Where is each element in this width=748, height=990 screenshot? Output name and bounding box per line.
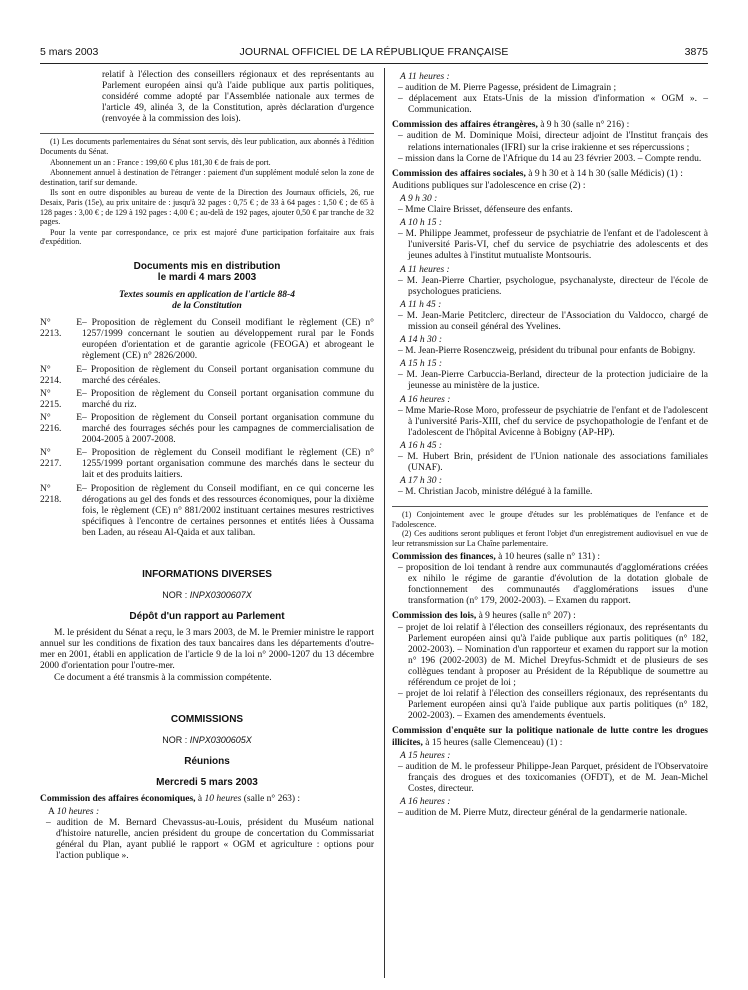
slot-hour: A 11 heures : xyxy=(400,264,450,275)
header-rule xyxy=(40,63,708,64)
note-1: (1) Les documents parlementaires du Sénat sont servis, dès leur publication, aux abonnés à l'édition Documents du Sénat. xyxy=(40,137,374,157)
commission-finances: Commission des finances, à 10 heures (salle n° 131) : xyxy=(392,552,601,562)
list-item: N° E 2215. – Proposition de règlement du Conseil portant organisation commune du marché du riz. xyxy=(40,388,374,410)
list-item: N° E 2213. – Proposition de règlement du Conseil modifiant le règlement (CE) n° 1257/1999 concernant le soutien au développement rural par le Fonds européen d'orientation et de garantie agricole (FEOGA) et abrogeant le règlement (CE) n° 2826/2000. xyxy=(40,318,374,362)
depot-title: Dépôt d'un rapport au Parlement xyxy=(129,611,285,623)
commission-enquete: Commission d'enquête sur la politique nationale de lutte contre les drogues illicites, à 15 heures (salle Clemenceau) (1) : xyxy=(392,726,708,748)
slot-hour: A 11 h 45 : xyxy=(400,299,442,310)
reunions-title: Réunions xyxy=(184,755,230,767)
slot-hour: A 14 h 30 : xyxy=(400,335,443,346)
right-column xyxy=(392,70,708,819)
header-date: 5 mars 2003 xyxy=(40,46,99,58)
slot-item: – M. Christian Jacob, ministre délégué à la famille. xyxy=(398,487,593,498)
a11-hour: A 11 heures : xyxy=(400,72,450,82)
as-intro: Auditions publiques sur l'adolescence en crise (2) : xyxy=(392,180,586,191)
slot-hour: A 16 heures : xyxy=(400,394,451,405)
eco-hour: A 10 heures : xyxy=(48,806,100,817)
lois-item-1: – projet de loi relatif à l'élection des conseillers régionaux, des représentants du Parlement européen ainsi qu'à l'aide publique aux partis politiques (n° 182, 2002-2003). – Nomination d'un rapporteur et examen du rapport sur la motion n° 196 (2002-2003) de M. Michel Dreyfus-Schmidt et de plusieurs de ses collègues tendant à proposer au Président de la République de soumettre au référendum ce projet de loi ; xyxy=(398,622,708,689)
depot-paragraph-2: Ce document a été transmis à la commission compétente. xyxy=(54,672,272,683)
commission-lois: Commission des lois, à 9 heures (salle n° 207) : xyxy=(392,611,576,622)
list-item: N° E 2214. – Proposition de règlement du Conseil portant organisation commune du marché des céréales. xyxy=(40,364,374,386)
slot-item: – Mme Marie-Rose Moro, professeur de psychiatrie de l'enfant et de l'adolescent à l'université Paris-XIII, chef du service de psychopathologie de l'enfant et de l'adolescent de l'hôpital Avicenne à Bobigny (AP-HP). xyxy=(398,405,708,438)
footnotes xyxy=(392,506,708,548)
slot-item: – Mme Claire Brisset, défenseure des enfants. xyxy=(398,205,573,216)
intro-text: relatif à l'élection des conseillers régionaux et des représentants au Parlement européen ainsi qu'à l'aide publique aux partis politiques, considéré comme adopté par l'Assemblée nationale aux termes de l'article 49, alinéa 3, de la Constitution, après déclaration d'urgence (renvoyée à la commission des lois). xyxy=(102,70,374,125)
as-slots xyxy=(392,194,708,498)
footnote-2: (2) Ces auditions seront publiques et feront l'objet d'un enregistrement audiovisuel en vue de leur retransmission sur La Chaîne parlementaire. xyxy=(392,529,708,548)
docs-title: Documents mis en distribution le mardi 4 mars 2003 xyxy=(133,261,281,283)
slot-hour: A 16 h 45 : xyxy=(400,440,443,451)
slot-item: – M. Hubert Brin, président de l'Union nationale des associations familiales (UNAF). xyxy=(398,452,708,474)
eco-item: – audition de M. Bernard Chevassus-au-Louis, président du Muséum national d'histoire naturelle, ancien président du groupe de concertation du Commissariat général du Plan, ayant publié le rapport « OGM et agriculture : options pour l'action publique ». xyxy=(46,818,374,862)
info-section-title: INFORMATIONS DIVERSES xyxy=(142,568,272,580)
footnote-1: (1) Conjointement avec le groupe d'études sur les problématiques de l'enfance et de l'adolescence. xyxy=(392,510,708,529)
nor-line-2: NOR : INPX0300605X xyxy=(162,734,252,745)
slot-hour: A 17 h 30 : xyxy=(400,476,443,487)
list-item: N° E 2216. – Proposition de règlement du Conseil portant organisation commune du marché des fourrages séchés pour les campagnes de commercialisation de 2004-2005 à 2007-2008. xyxy=(40,412,374,446)
list-item: N° E 2218. – Proposition de règlement du Conseil modifiant, en ce qui concerne les dérogations au gel des fonds et des ressources économiques, pour la dixième fois, le règlement (CE) n° 881/2002 instituant certaines mesures restrictives spécifiques à l'encontre de certaines personnes et entités liées à Oussama ben Laden, au réseau Al-Qaida et aux taliban. xyxy=(40,483,374,538)
slot-hour: A 16 heures : xyxy=(400,796,451,807)
slot-item: – M. Jean-Pierre Carbuccia-Berland, directeur de la protection judiciaire de la jeunesse au ministère de la justice. xyxy=(398,370,708,392)
commission-affaires-sociales: Commission des affaires sociales, à 9 h 30 et à 14 h 30 (salle Médicis) (1) : xyxy=(392,168,683,179)
slot-item: – M. Philippe Jeammet, professeur de psychiatrie de l'enfant et de l'adolescent à l'université Paris-VI, chef du service de psychiatrie des adolescents et des jeunes adultes à l'institut mutualiste Montsouris. xyxy=(398,229,708,262)
commission-eco: Commission des affaires économiques, à 10 heures (salle n° 263) : xyxy=(40,793,301,804)
column-divider xyxy=(384,68,385,978)
a11-item-2: – déplacement aux Etats-Unis de la mission d'information « OGM ». – Communication. xyxy=(398,94,708,116)
mercredi-title: Mercredi 5 mars 2003 xyxy=(156,776,258,788)
ae-item-1: – audition de M. Dominique Moïsi, directeur adjoint de l'Institut français des relations internationales (IFRI) sur la crise irakienne et ses répercussions ; xyxy=(398,131,708,153)
slot-hour: A 10 h 15 : xyxy=(400,218,443,229)
slot-item: – M. Jean-Pierre Rosenczweig, président du tribunal pour enfants de Bobigny. xyxy=(398,346,696,357)
slot-hour: A 15 h 15 : xyxy=(400,359,443,370)
note-5: Pour la vente par correspondance, ce prix est majoré d'une participation forfaitaire aux frais d'expédition. xyxy=(40,227,374,247)
slot-hour: A 15 heures : xyxy=(400,750,451,761)
note-2: Abonnement un an : France : 199,60 € plus 181,30 € de frais de port. xyxy=(50,157,271,167)
page-header xyxy=(40,46,708,62)
nor-line-1: NOR : INPX0300607X xyxy=(162,590,252,601)
slot-item: – audition de M. Pierre Mutz, directeur général de la gendarmerie nationale. xyxy=(398,808,688,819)
fin-item: – proposition de loi tendant à rendre aux communautés d'agglomérations créées ex nihilo le régime de garantie d'évolution de la dotation globale de fonctionnement des communautés d'agglomérations issues d'une transformation (n° 179, 2002-2003). – Examen du rapport. xyxy=(398,563,708,607)
header-page-number: 3875 xyxy=(684,46,708,58)
slot-item: – M. Jean-Pierre Chartier, psychologue, psychanalyste, directeur de l'école de psychologues praticiens. xyxy=(398,275,708,297)
header-journal-title: JOURNAL OFFICIEL DE LA RÉPUBLIQUE FRANÇAISE xyxy=(239,46,509,58)
a11-item-1: – audition de M. Pierre Pagesse, président de Limagrain ; xyxy=(398,83,617,94)
commission-affaires-etrangeres: Commission des affaires étrangères, à 9 h 30 (salle n° 216) : xyxy=(392,120,630,131)
document-list xyxy=(40,318,374,539)
left-column xyxy=(40,70,374,862)
note-3: Abonnement annuel à destination de l'étranger : paiement d'un supplément modulé selon la zone de destination, tarif sur demande. xyxy=(40,168,374,187)
slot-item: – M. Jean-Marie Petitclerc, directeur de l'Association du Valdocco, chargé de mission au conseil général des Yvelines. xyxy=(398,310,708,332)
depot-paragraph-1: M. le président du Sénat a reçu, le 3 mars 2003, de M. le Premier ministre le rapport annuel sur les conditions de fixation des taux bancaires dans les départements d'outre-mer en 2001, établi en application de l'article 9 de la loi n° 2000-1207 du 13 décembre 2000 d'orientation pour l'outre-mer. xyxy=(40,628,375,672)
slot-hour: A 9 h 30 : xyxy=(400,193,438,204)
lois-item-2: – projet de loi relatif à l'élection des conseillers régionaux, des représentants du Parlement européen ainsi qu'à l'aide publique aux partis politiques (n° 182, 2002-2003). – Examen des amendements éventuels. xyxy=(398,689,708,722)
note-4: Ils sont en outre disponibles au bureau de vente de la Direction des Journaux officiels, 26, rue Desaix, Paris (15e), au prix unitaire de : jusqu'à 32 pages : 0,75 € ; de 33 à 64 pages : 1,50 € ; de 65 à 128 pages : 3,00 € ; de 129 à 192 pages : 4,00 € ; au-delà de 192 pages, ajouter 0,50 € par tranche de 32 pages. xyxy=(40,188,374,227)
commissions-title: COMMISSIONS xyxy=(170,713,244,725)
texts-title: Textes soumis en application de l'article 88-4 de la Constitution xyxy=(119,290,295,312)
slot-item: – audition de M. le professeur Philippe-Jean Parquet, président de l'Observatoire français des drogues et des toxicomanies (OFDT), et de M. Jean-Michel Costes, directeur. xyxy=(398,761,708,794)
list-item: N° E 2217. – Proposition de règlement du Conseil modifiant le règlement (CE) n° 1255/1999 portant organisation commune des marchés dans le secteur du lait et des produits laitiers. xyxy=(40,448,374,481)
subscription-notes xyxy=(40,133,374,247)
ae-item-2: – mission dans la Corne de l'Afrique du 14 au 23 février 2003. – Compte rendu. xyxy=(398,153,702,164)
